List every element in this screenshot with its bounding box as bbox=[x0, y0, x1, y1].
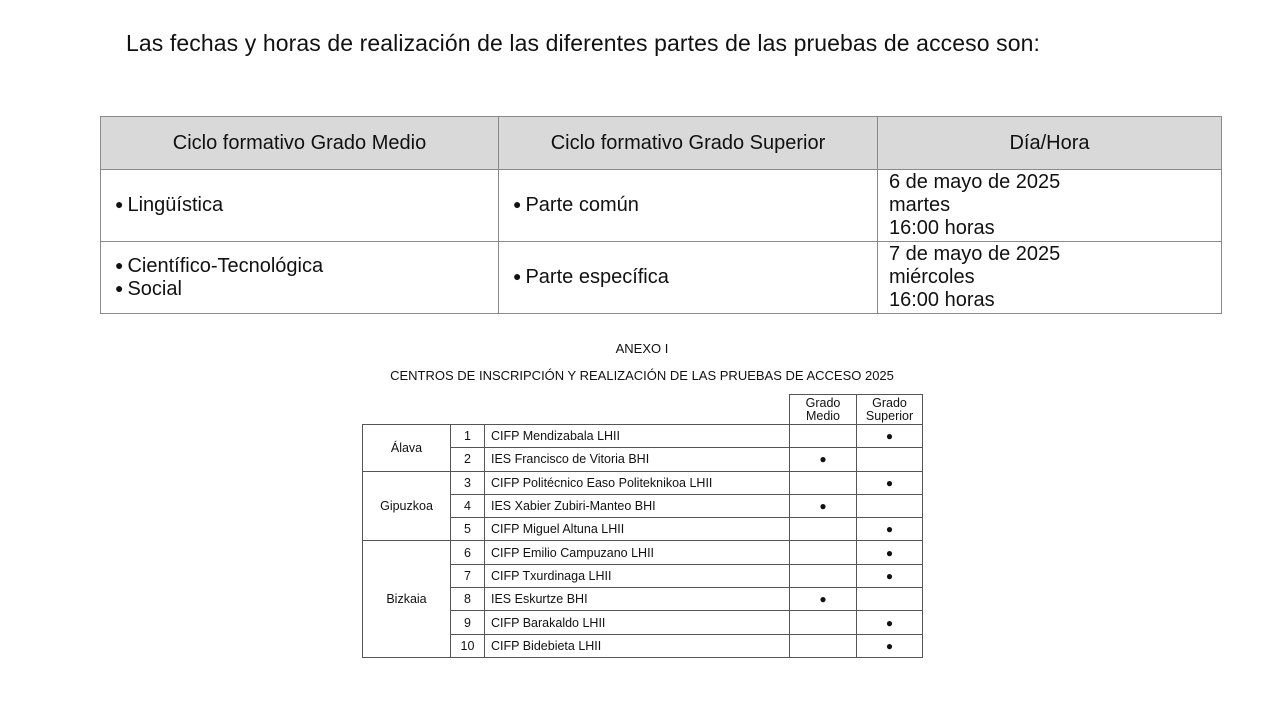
centers-header-row bbox=[363, 395, 923, 425]
grado-medio-mark bbox=[790, 588, 857, 611]
grado-superior-cell bbox=[499, 242, 878, 314]
grado-medio-cell bbox=[101, 242, 499, 314]
header-superior-line-1: Grado bbox=[872, 395, 907, 410]
grado-medio-item bbox=[115, 278, 498, 301]
center-number: 5 bbox=[451, 518, 485, 541]
center-name: CIFP Emilio Campuzano LHII bbox=[485, 541, 790, 564]
dia-hora-line: martes bbox=[889, 194, 951, 216]
center-name: IES Eskurtze BHI bbox=[485, 588, 790, 611]
center-number: 2 bbox=[451, 448, 485, 471]
bullet-icon: ● bbox=[115, 256, 124, 273]
dia-hora-cell bbox=[878, 170, 1222, 242]
grado-medio-item bbox=[115, 194, 498, 217]
center-row bbox=[363, 425, 923, 448]
schedule-row bbox=[101, 242, 1222, 314]
centers-table bbox=[362, 394, 923, 658]
grado-medio-mark bbox=[790, 541, 857, 564]
center-number: 1 bbox=[451, 425, 485, 448]
grado-medio-mark bbox=[790, 471, 857, 494]
intro-text: Las fechas y horas de realización de las diferentes partes de las pruebas de acceso son: bbox=[126, 30, 1041, 56]
bullet-icon: ● bbox=[819, 592, 827, 607]
grado-superior-mark bbox=[857, 425, 923, 448]
center-name: CIFP Bidebieta LHII bbox=[485, 634, 790, 657]
grado-medio-mark bbox=[790, 425, 857, 448]
grado-medio-mark bbox=[790, 494, 857, 517]
bullet-icon: ● bbox=[885, 638, 894, 653]
grado-superior-mark bbox=[857, 494, 923, 517]
bullet-icon: ● bbox=[513, 196, 522, 212]
center-name: CIFP Miguel Altuna LHII bbox=[485, 518, 790, 541]
header-grado-medio: Ciclo formativo Grado Medio bbox=[101, 117, 499, 170]
header-medio-line-2: Medio bbox=[805, 408, 841, 423]
center-name: CIFP Politécnico Easo Politeknikoa LHII bbox=[485, 471, 790, 494]
dia-hora-line: miércoles bbox=[889, 266, 975, 288]
center-number: 8 bbox=[451, 588, 485, 611]
grado-superior-item-label: Parte común bbox=[525, 194, 639, 216]
center-name: IES Francisco de Vitoria BHI bbox=[485, 448, 790, 471]
bullet-icon: ● bbox=[115, 279, 124, 296]
bullet-icon: ● bbox=[513, 268, 522, 284]
grado-superior-mark bbox=[857, 541, 923, 564]
region-cell: Bizkaia bbox=[363, 541, 451, 657]
center-row bbox=[363, 541, 923, 564]
bullet-icon: ● bbox=[885, 522, 894, 537]
header-blank bbox=[451, 395, 485, 425]
schedule-table bbox=[100, 116, 1222, 314]
dia-hora-cell bbox=[878, 242, 1222, 314]
grado-medio-item-label: Lingüística bbox=[127, 194, 224, 216]
bullet-icon: ● bbox=[885, 545, 894, 560]
grado-medio-mark bbox=[790, 611, 857, 634]
schedule-row bbox=[101, 170, 1222, 242]
grado-superior-item-label: Parte específica bbox=[525, 266, 669, 288]
dia-hora-line: 16:00 horas bbox=[889, 289, 995, 311]
bullet-icon: ● bbox=[885, 568, 894, 583]
header-blank bbox=[363, 395, 451, 425]
center-number: 10 bbox=[451, 634, 485, 657]
bullet-icon: ● bbox=[819, 452, 827, 467]
center-number: 6 bbox=[451, 541, 485, 564]
header-grado-superior bbox=[857, 395, 923, 425]
grado-superior-mark bbox=[857, 564, 923, 587]
bullet-icon: ● bbox=[885, 475, 894, 490]
region-cell: Álava bbox=[363, 425, 451, 472]
grado-superior-mark bbox=[857, 471, 923, 494]
bullet-icon: ● bbox=[885, 429, 894, 444]
center-name: CIFP Txurdinaga LHII bbox=[485, 564, 790, 587]
header-grado-superior: Ciclo formativo Grado Superior bbox=[499, 117, 878, 170]
dia-hora-line: 6 de mayo de 2025 bbox=[889, 171, 1061, 193]
center-number: 7 bbox=[451, 564, 485, 587]
header-dia-hora: Día/Hora bbox=[878, 117, 1222, 170]
bullet-icon: ● bbox=[115, 196, 124, 212]
header-blank bbox=[485, 395, 790, 425]
center-name: CIFP Mendizabala LHII bbox=[485, 425, 790, 448]
grado-medio-item-label: Social bbox=[127, 277, 182, 300]
grado-medio-mark bbox=[790, 448, 857, 471]
header-superior-line-2: Superior bbox=[865, 408, 914, 423]
center-number: 4 bbox=[451, 494, 485, 517]
grado-medio-mark bbox=[790, 564, 857, 587]
grado-superior-item bbox=[513, 266, 877, 289]
grado-medio-mark bbox=[790, 634, 857, 657]
center-row bbox=[363, 471, 923, 494]
annex-subtitle: CENTROS DE INSCRIPCIÓN Y REALIZACIÓN DE LAS PRUEBAS DE ACCESO 2025 bbox=[390, 368, 894, 383]
schedule-header-row bbox=[101, 117, 1222, 170]
grado-superior-cell bbox=[499, 170, 878, 242]
grado-medio-item-label: Científico-Tecnológica bbox=[127, 254, 324, 277]
center-number: 3 bbox=[451, 471, 485, 494]
center-number: 9 bbox=[451, 611, 485, 634]
dia-hora-line: 7 de mayo de 2025 bbox=[889, 243, 1061, 265]
grado-medio-item bbox=[115, 255, 498, 278]
grado-superior-mark bbox=[857, 588, 923, 611]
header-grado-medio bbox=[790, 395, 857, 425]
header-medio-line-1: Grado bbox=[805, 395, 841, 410]
dia-hora-line: 16:00 horas bbox=[889, 217, 995, 239]
annex-title: ANEXO I bbox=[615, 341, 669, 356]
grado-superior-mark bbox=[857, 518, 923, 541]
grado-medio-mark bbox=[790, 518, 857, 541]
bullet-icon: ● bbox=[885, 615, 894, 630]
center-name: IES Xabier Zubiri-Manteo BHI bbox=[485, 494, 790, 517]
grado-superior-mark bbox=[857, 611, 923, 634]
grado-superior-mark bbox=[857, 448, 923, 471]
bullet-icon: ● bbox=[819, 499, 827, 514]
grado-superior-mark bbox=[857, 634, 923, 657]
center-name: CIFP Barakaldo LHII bbox=[485, 611, 790, 634]
grado-medio-cell bbox=[101, 170, 499, 242]
grado-superior-item bbox=[513, 194, 877, 217]
region-cell: Gipuzkoa bbox=[363, 471, 451, 541]
